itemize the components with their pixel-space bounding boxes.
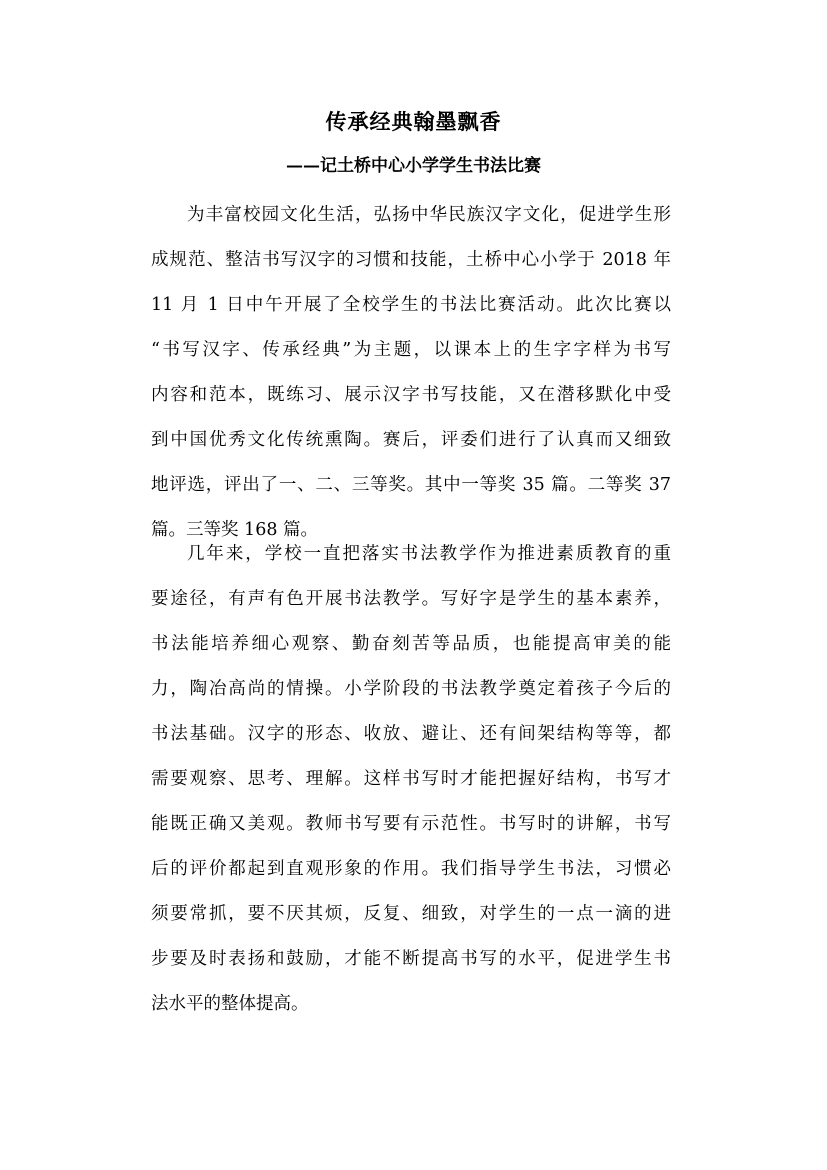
text-line: 书法能培养细心观察、勤奋刻苦等品质，也能提高审美的能 (151, 634, 671, 654)
text-line: 几年来，学校一直把落实书法教学作为推进素质教育的重 (187, 544, 671, 564)
text-line: 地评选，评出了一、二、三等奖。其中一等奖 35 篇。二等奖 37 (151, 475, 671, 495)
text-line: 力，陶冶高尚的情操。小学阶段的书法教学奠定着孩子今后的 (151, 679, 671, 699)
text-line: 步要及时表扬和鼓励，才能不断提高书写的水平，促进学生书 (151, 949, 671, 969)
document-title: 传承经典翰墨飘香 (325, 109, 502, 134)
text-line: 书法基础。汉字的形态、收放、避让、还有间架结构等等，都 (151, 724, 671, 744)
text-line: 法水平的整体提高。 (151, 994, 309, 1014)
text-line: 内容和范本，既练习、展示汉字书写技能，又在潜移默化中受 (151, 385, 671, 405)
text-line: 要途径，有声有色开展书法教学。写好字是学生的基本素养， (151, 589, 671, 609)
paragraph-1 (151, 193, 671, 553)
text-line: 须要常抓，要不厌其烦，反复、细致，对学生的一点一滴的进 (151, 904, 671, 924)
text-line: 后的评价都起到直观形象的作用。我们指导学生书法，习惯必 (151, 859, 671, 879)
text-line: “书写汉字、传承经典”为主题，以课本上的生字字样为书写 (151, 340, 671, 360)
text-line: 需要观察、思考、理解。这样书写时才能把握好结构，书写才 (151, 769, 671, 789)
text-line: 成规范、整洁书写汉字的习惯和技能，土桥中心小学于 2018 年 (151, 250, 671, 270)
document-subtitle: ——记土桥中心小学学生书法比赛 (286, 156, 541, 176)
paragraph-2 (151, 532, 671, 1027)
text-line: 11 月 1 日中午开展了全校学生的书法比赛活动。此次比赛以 (151, 295, 671, 315)
text-line: 为丰富校园文化生活，弘扬中华民族汉字文化，促进学生形 (187, 205, 671, 225)
text-line: 篇。三等奖 168 篇。 (151, 520, 319, 540)
text-line: 到中国优秀文化传统熏陶。赛后，评委们进行了认真而又细致 (151, 430, 671, 450)
text-line: 能既正确又美观。教师书写要有示范性。书写时的讲解，书写 (151, 814, 671, 834)
